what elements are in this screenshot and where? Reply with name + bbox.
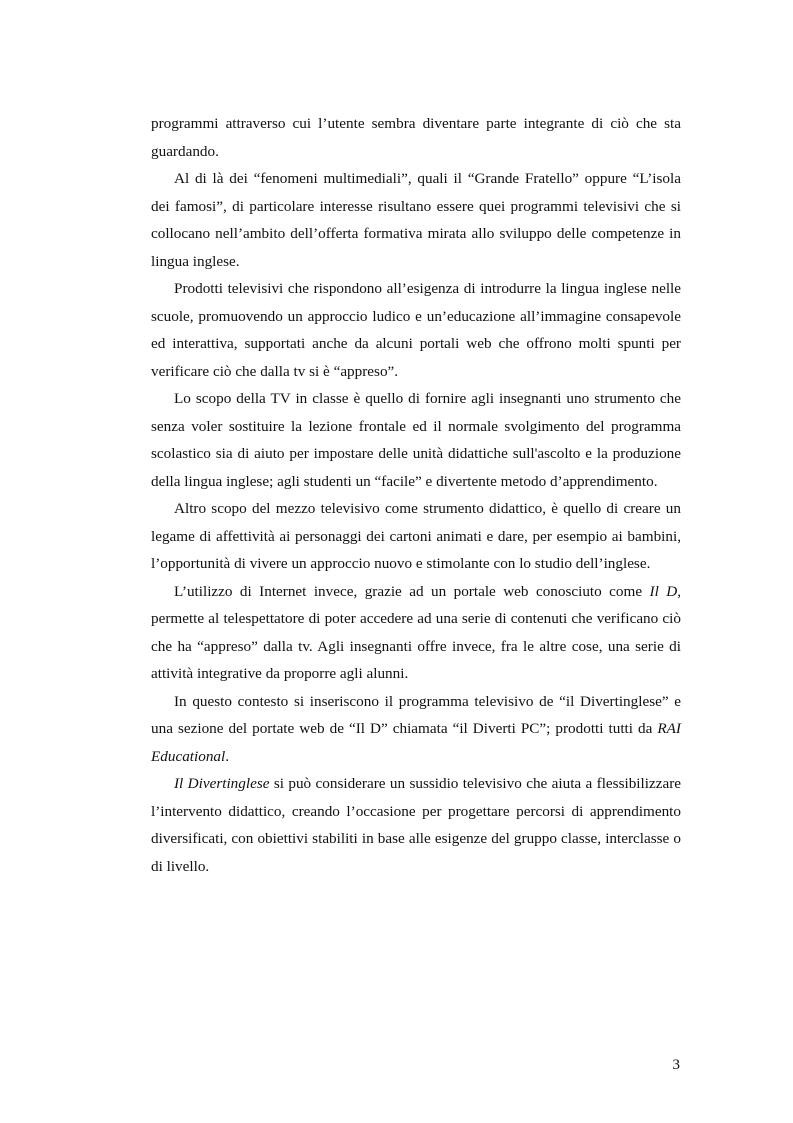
paragraph-6-text-after: , permette al telespettatore di poter accedere ad una serie di contenuti che verificano ciò che ha “appreso” dalla tv. Agli insegnanti offre invece, fra le altre cose, una serie di attività integrative da proporre agli alunni. — [151, 582, 681, 682]
paragraph-7-text-after: . — [225, 747, 230, 765]
paragraph-4: Lo scopo della TV in classe è quello di fornire agli insegnanti uno strumento che senza voler sostituire la lezione frontale ed il normale svolgimento del programma scolastico sia di aiuto per impostare delle unità didattiche sull'ascolto e la produzione della lingua inglese; agli studenti un “facile” e divertente metodo d’apprendimento. — [151, 390, 681, 490]
paragraph-8-text-after: si può considerare un sussidio televisivo che aiuta a flessibilizzare l’intervento didattico, creando l’occasione per progettare percorsi di apprendimento diversificati, con obiettivi stabiliti in base alle esigenze del gruppo classe, interclasse o di livello. — [151, 775, 681, 875]
paragraph-5: Altro scopo del mezzo televisivo come strumento didattico, è quello di creare un legame di affettività ai personaggi dei cartoni animati e dare, per esempio ai bambini, l’opportunità di vivere un approccio nuovo e stimolante con lo studio dell’inglese. — [151, 500, 681, 572]
paragraph-1: programmi attraverso cui l’utente sembra diventare parte integrante di ciò che sta guardando. — [151, 115, 681, 160]
paragraph-8 — [151, 770, 681, 880]
paragraph-6 — [151, 578, 681, 688]
paragraph-2: Al di là dei “fenomeni multimediali”, quali il “Grande Fratello” oppure “L’isola dei famosi”, di particolare interesse risultano essere quei programmi televisivi che si collocano nell’ambito dell’offerta formativa mirata allo sviluppo delle competenze in lingua inglese. — [151, 170, 681, 270]
producer-name-italic: RAI Educational — [151, 720, 681, 765]
portal-name-italic: Il D — [649, 582, 678, 600]
page-number: 3 — [672, 1056, 680, 1073]
program-name-italic: Il Divertinglese — [174, 775, 270, 792]
paragraph-3: Prodotti televisivi che rispondono all’esigenza di introdurre la lingua inglese nelle scuole, promuovendo un approccio ludico e un’educazione all’immagine consapevole ed interattiva, supportati anche da alcuni portali web che offrono molti spunti per verificare ciò che dalla tv si è “appreso”. — [151, 280, 681, 380]
body-text — [151, 110, 681, 880]
paragraph-6-text-before: L’utilizzo di Internet invece, grazie ad un portale web conosciuto come — [174, 582, 650, 600]
paragraph-7-text-before: In questo contesto si inseriscono il programma televisivo de “il Divertinglese” e una sezione del portate web de “Il D” chiamata “il Diverti PC”; prodotti tutti da — [151, 692, 681, 737]
paragraph-7 — [151, 688, 681, 771]
